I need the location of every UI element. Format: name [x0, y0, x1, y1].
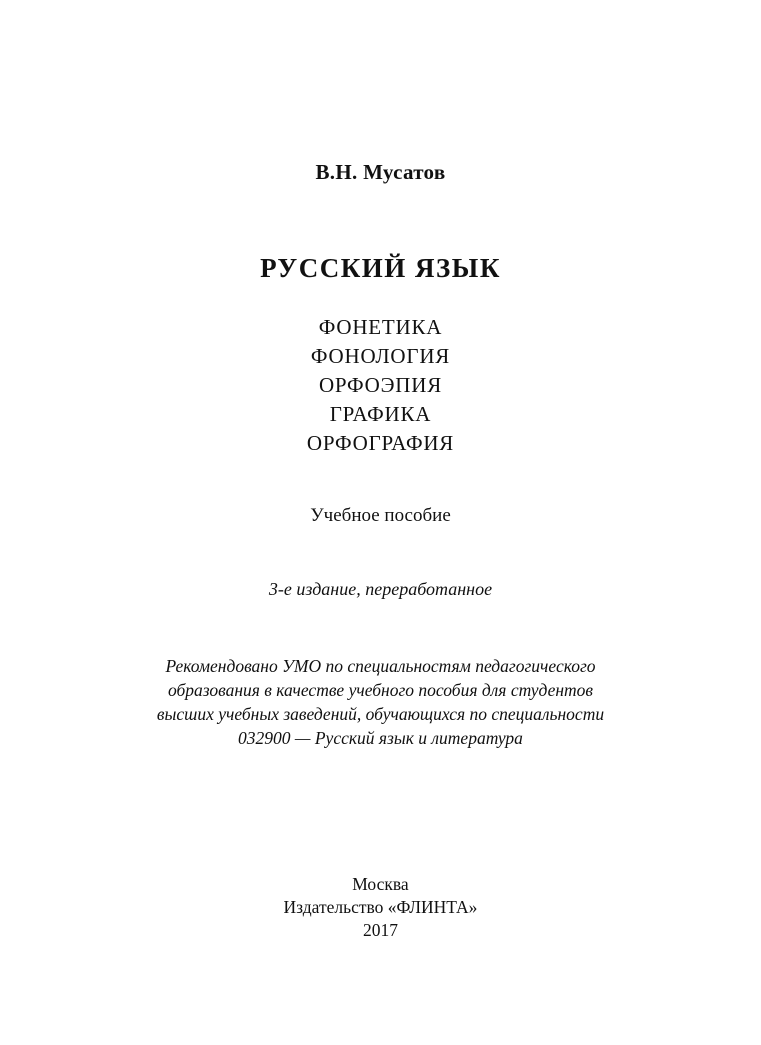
- recommendation-line: высших учебных заведений, обучающихся по специальности: [156, 704, 605, 724]
- imprint: [0, 873, 761, 942]
- subject-list: [0, 313, 761, 458]
- recommendation-line: Рекомендовано УМО по специальностям педагогического: [165, 656, 596, 676]
- author-name: В.Н. Мусатов: [315, 160, 446, 184]
- subject-item: ОРФОГРАФИЯ: [306, 431, 455, 455]
- edition-note: 3-е издание, переработанное: [268, 579, 493, 599]
- imprint-year: 2017: [363, 920, 398, 940]
- recommendation-text: [0, 654, 761, 750]
- imprint-publisher: Издательство «ФЛИНТА»: [283, 897, 478, 917]
- recommendation-line: образования в качестве учебного пособия для студентов: [167, 680, 594, 700]
- book-type: Учебное пособие: [310, 505, 451, 526]
- subject-item: ФОНОЛОГИЯ: [310, 344, 451, 368]
- book-title: РУССКИЙ ЯЗЫК: [260, 253, 501, 283]
- subject-item: ФОНЕТИКА: [318, 315, 443, 339]
- subject-item: ГРАФИКА: [329, 402, 432, 426]
- subject-item: ОРФОЭПИЯ: [318, 373, 443, 397]
- recommendation-line: 032900 — Русский язык и литература: [238, 728, 523, 748]
- imprint-city: Москва: [352, 874, 409, 894]
